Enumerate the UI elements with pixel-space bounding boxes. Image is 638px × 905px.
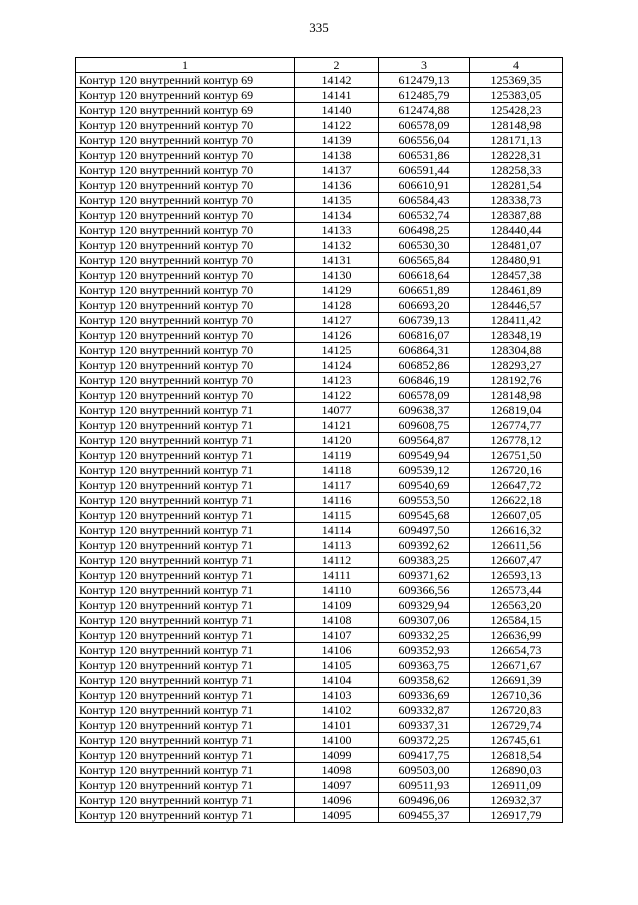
coord-y-cell: 128411,42: [470, 313, 563, 328]
coord-x-cell: 609332,87: [379, 703, 470, 718]
contour-name-cell: Контур 120 внутренний контур 71: [76, 748, 295, 763]
coord-x-cell: 606816,07: [379, 328, 470, 343]
coord-x-cell: 609366,56: [379, 583, 470, 598]
contour-name-cell: Контур 120 внутренний контур 70: [76, 358, 295, 373]
contour-name-cell: Контур 120 внутренний контур 70: [76, 193, 295, 208]
table-body: [76, 73, 563, 823]
table-row: [76, 103, 563, 118]
coord-y-cell: 128148,98: [470, 388, 563, 403]
table-row: [76, 538, 563, 553]
table-row: [76, 643, 563, 658]
header-col-2: 2: [295, 58, 379, 73]
point-number-cell: 14130: [295, 268, 379, 283]
point-number-cell: 14125: [295, 343, 379, 358]
table-row: [76, 448, 563, 463]
table-row: [76, 163, 563, 178]
table-row: [76, 508, 563, 523]
contour-name-cell: Контур 120 внутренний контур 70: [76, 343, 295, 358]
contour-name-cell: Контур 120 внутренний контур 69: [76, 103, 295, 118]
table-row: [76, 268, 563, 283]
table-row: [76, 658, 563, 673]
coord-x-cell: 609332,25: [379, 628, 470, 643]
point-number-cell: 14110: [295, 583, 379, 598]
coord-x-cell: 606852,86: [379, 358, 470, 373]
table-row: [76, 703, 563, 718]
coord-y-cell: 126563,20: [470, 598, 563, 613]
coord-x-cell: 609497,50: [379, 523, 470, 538]
table-row: [76, 748, 563, 763]
coord-x-cell: 609503,00: [379, 763, 470, 778]
point-number-cell: 14131: [295, 253, 379, 268]
point-number-cell: 14119: [295, 448, 379, 463]
contour-name-cell: Контур 120 внутренний контур 70: [76, 238, 295, 253]
point-number-cell: 14118: [295, 463, 379, 478]
coord-x-cell: 606531,86: [379, 148, 470, 163]
coord-x-cell: 609371,62: [379, 568, 470, 583]
point-number-cell: 14123: [295, 373, 379, 388]
coord-x-cell: 612474,88: [379, 103, 470, 118]
coord-x-cell: 609337,31: [379, 718, 470, 733]
coord-y-cell: 126710,36: [470, 688, 563, 703]
contour-name-cell: Контур 120 внутренний контур 70: [76, 253, 295, 268]
header-row: [76, 58, 563, 73]
coord-y-cell: 126647,72: [470, 478, 563, 493]
point-number-cell: 14107: [295, 628, 379, 643]
contour-name-cell: Контур 120 внутренний контур 70: [76, 388, 295, 403]
point-number-cell: 14140: [295, 103, 379, 118]
coord-y-cell: 128480,91: [470, 253, 563, 268]
point-number-cell: 14124: [295, 358, 379, 373]
point-number-cell: 14115: [295, 508, 379, 523]
table-row: [76, 133, 563, 148]
point-number-cell: 14122: [295, 118, 379, 133]
point-number-cell: 14129: [295, 283, 379, 298]
contour-name-cell: Контур 120 внутренний контур 70: [76, 163, 295, 178]
contour-name-cell: Контур 120 внутренний контур 70: [76, 373, 295, 388]
contour-name-cell: Контур 120 внутренний контур 71: [76, 523, 295, 538]
contour-name-cell: Контур 120 внутренний контур 71: [76, 418, 295, 433]
table-row: [76, 463, 563, 478]
coord-y-cell: 128481,07: [470, 238, 563, 253]
point-number-cell: 14101: [295, 718, 379, 733]
point-number-cell: 14096: [295, 793, 379, 808]
coord-y-cell: 128171,13: [470, 133, 563, 148]
point-number-cell: 14113: [295, 538, 379, 553]
contour-name-cell: Контур 120 внутренний контур 69: [76, 73, 295, 88]
coord-x-cell: 609417,75: [379, 748, 470, 763]
contour-name-cell: Контур 120 внутренний контур 71: [76, 553, 295, 568]
coord-x-cell: 606864,31: [379, 343, 470, 358]
table-row: [76, 433, 563, 448]
point-number-cell: 14116: [295, 493, 379, 508]
point-number-cell: 14095: [295, 808, 379, 823]
coord-x-cell: 609307,06: [379, 613, 470, 628]
table-row: [76, 403, 563, 418]
coord-x-cell: 606846,19: [379, 373, 470, 388]
coord-x-cell: 606532,74: [379, 208, 470, 223]
contour-name-cell: Контур 120 внутренний контур 70: [76, 298, 295, 313]
contour-name-cell: Контур 120 внутренний контур 70: [76, 133, 295, 148]
coord-y-cell: 126607,47: [470, 553, 563, 568]
coord-y-cell: 126720,16: [470, 463, 563, 478]
point-number-cell: 14098: [295, 763, 379, 778]
point-number-cell: 14105: [295, 658, 379, 673]
coord-y-cell: 128387,88: [470, 208, 563, 223]
point-number-cell: 14127: [295, 313, 379, 328]
contour-name-cell: Контур 120 внутренний контур 69: [76, 88, 295, 103]
point-number-cell: 14133: [295, 223, 379, 238]
point-number-cell: 14100: [295, 733, 379, 748]
coord-x-cell: 606578,09: [379, 118, 470, 133]
coord-y-cell: 126654,73: [470, 643, 563, 658]
coord-y-cell: 126593,13: [470, 568, 563, 583]
table-row: [76, 388, 563, 403]
contour-name-cell: Контур 120 внутренний контур 71: [76, 718, 295, 733]
coord-y-cell: 125428,23: [470, 103, 563, 118]
coord-x-cell: 609608,75: [379, 418, 470, 433]
coord-x-cell: 609329,94: [379, 598, 470, 613]
point-number-cell: 14126: [295, 328, 379, 343]
table-row: [76, 418, 563, 433]
coord-x-cell: 609363,75: [379, 658, 470, 673]
contour-name-cell: Контур 120 внутренний контур 70: [76, 283, 295, 298]
table-row: [76, 328, 563, 343]
table-row: [76, 793, 563, 808]
header-col-3: 3: [379, 58, 470, 73]
table-row: [76, 478, 563, 493]
coord-x-cell: 606578,09: [379, 388, 470, 403]
coord-y-cell: 128304,88: [470, 343, 563, 358]
coord-y-cell: 126819,04: [470, 403, 563, 418]
point-number-cell: 14108: [295, 613, 379, 628]
contour-name-cell: Контур 120 внутренний контур 70: [76, 118, 295, 133]
point-number-cell: 14109: [295, 598, 379, 613]
coord-y-cell: 126774,77: [470, 418, 563, 433]
table-row: [76, 373, 563, 388]
table-row: [76, 148, 563, 163]
table-row: [76, 733, 563, 748]
table-row: [76, 688, 563, 703]
table-row: [76, 718, 563, 733]
table-row: [76, 343, 563, 358]
coordinates-table: [75, 57, 563, 823]
coord-x-cell: 606651,89: [379, 283, 470, 298]
point-number-cell: 14097: [295, 778, 379, 793]
contour-name-cell: Контур 120 внутренний контур 71: [76, 568, 295, 583]
coord-y-cell: 128348,19: [470, 328, 563, 343]
coord-y-cell: 126818,54: [470, 748, 563, 763]
table-row: [76, 808, 563, 823]
coord-x-cell: 609539,12: [379, 463, 470, 478]
point-number-cell: 14106: [295, 643, 379, 658]
point-number-cell: 14112: [295, 553, 379, 568]
point-number-cell: 14099: [295, 748, 379, 763]
point-number-cell: 14077: [295, 403, 379, 418]
point-number-cell: 14134: [295, 208, 379, 223]
coord-x-cell: 612479,13: [379, 73, 470, 88]
table-row: [76, 208, 563, 223]
point-number-cell: 14114: [295, 523, 379, 538]
contour-name-cell: Контур 120 внутренний контур 70: [76, 313, 295, 328]
table-row: [76, 118, 563, 133]
coord-y-cell: 125369,35: [470, 73, 563, 88]
contour-name-cell: Контур 120 внутренний контур 71: [76, 508, 295, 523]
contour-name-cell: Контур 120 внутренний контур 70: [76, 268, 295, 283]
coord-y-cell: 126584,15: [470, 613, 563, 628]
coord-y-cell: 126729,74: [470, 718, 563, 733]
coord-y-cell: 126636,99: [470, 628, 563, 643]
coord-x-cell: 609638,37: [379, 403, 470, 418]
table-row: [76, 628, 563, 643]
point-number-cell: 14135: [295, 193, 379, 208]
coord-y-cell: 128457,38: [470, 268, 563, 283]
contour-name-cell: Контур 120 внутренний контур 71: [76, 433, 295, 448]
table-row: [76, 283, 563, 298]
table-row: [76, 223, 563, 238]
point-number-cell: 14111: [295, 568, 379, 583]
coord-x-cell: 609392,62: [379, 538, 470, 553]
table-row: [76, 73, 563, 88]
table-row: [76, 178, 563, 193]
table-row: [76, 583, 563, 598]
header-col-1: 1: [76, 58, 295, 73]
contour-name-cell: Контур 120 внутренний контур 71: [76, 778, 295, 793]
point-number-cell: 14141: [295, 88, 379, 103]
contour-name-cell: Контур 120 внутренний контур 70: [76, 328, 295, 343]
coord-y-cell: 128338,73: [470, 193, 563, 208]
coord-y-cell: 126911,09: [470, 778, 563, 793]
point-number-cell: 14142: [295, 73, 379, 88]
coord-x-cell: 606565,84: [379, 253, 470, 268]
coord-y-cell: 126917,79: [470, 808, 563, 823]
coord-y-cell: 128258,33: [470, 163, 563, 178]
point-number-cell: 14122: [295, 388, 379, 403]
coord-y-cell: 128148,98: [470, 118, 563, 133]
contour-name-cell: Контур 120 внутренний контур 71: [76, 403, 295, 418]
table-row: [76, 598, 563, 613]
coord-y-cell: 128440,44: [470, 223, 563, 238]
coord-x-cell: 609336,69: [379, 688, 470, 703]
coord-y-cell: 128293,27: [470, 358, 563, 373]
coord-y-cell: 126622,18: [470, 493, 563, 508]
table-row: [76, 313, 563, 328]
table-row: [76, 88, 563, 103]
contour-name-cell: Контур 120 внутренний контур 70: [76, 223, 295, 238]
coord-y-cell: 126616,32: [470, 523, 563, 538]
coord-x-cell: 612485,79: [379, 88, 470, 103]
table-header: [76, 58, 563, 73]
contour-name-cell: Контур 120 внутренний контур 71: [76, 598, 295, 613]
point-number-cell: 14128: [295, 298, 379, 313]
coord-x-cell: 609549,94: [379, 448, 470, 463]
point-number-cell: 14138: [295, 148, 379, 163]
coord-y-cell: 126720,83: [470, 703, 563, 718]
contour-name-cell: Контур 120 внутренний контур 71: [76, 493, 295, 508]
contour-name-cell: Контур 120 внутренний контур 71: [76, 583, 295, 598]
coord-x-cell: 609358,62: [379, 673, 470, 688]
table-row: [76, 493, 563, 508]
coord-y-cell: 126751,50: [470, 448, 563, 463]
coord-y-cell: 126691,39: [470, 673, 563, 688]
contour-name-cell: Контур 120 внутренний контур 70: [76, 208, 295, 223]
contour-name-cell: Контур 120 внутренний контур 71: [76, 613, 295, 628]
coord-x-cell: 609511,93: [379, 778, 470, 793]
coord-y-cell: 128228,31: [470, 148, 563, 163]
point-number-cell: 14117: [295, 478, 379, 493]
point-number-cell: 14120: [295, 433, 379, 448]
table-row: [76, 238, 563, 253]
coord-x-cell: 609455,37: [379, 808, 470, 823]
coord-x-cell: 609372,25: [379, 733, 470, 748]
contour-name-cell: Контур 120 внутренний контур 71: [76, 793, 295, 808]
coord-y-cell: 126890,03: [470, 763, 563, 778]
coord-y-cell: 126607,05: [470, 508, 563, 523]
coord-x-cell: 606498,25: [379, 223, 470, 238]
coord-y-cell: 126932,37: [470, 793, 563, 808]
contour-name-cell: Контур 120 внутренний контур 71: [76, 688, 295, 703]
contour-name-cell: Контур 120 внутренний контур 71: [76, 703, 295, 718]
contour-name-cell: Контур 120 внутренний контур 71: [76, 478, 295, 493]
contour-name-cell: Контур 120 внутренний контур 70: [76, 178, 295, 193]
table-row: [76, 778, 563, 793]
coord-x-cell: 609545,68: [379, 508, 470, 523]
coord-x-cell: 609352,93: [379, 643, 470, 658]
contour-name-cell: Контур 120 внутренний контур 71: [76, 628, 295, 643]
coord-x-cell: 609553,50: [379, 493, 470, 508]
coord-y-cell: 126573,44: [470, 583, 563, 598]
coord-x-cell: 609540,69: [379, 478, 470, 493]
coord-y-cell: 128461,89: [470, 283, 563, 298]
contour-name-cell: Контур 120 внутренний контур 71: [76, 733, 295, 748]
point-number-cell: 14132: [295, 238, 379, 253]
coord-x-cell: 609383,25: [379, 553, 470, 568]
coord-x-cell: 606739,13: [379, 313, 470, 328]
contour-name-cell: Контур 120 внутренний контур 71: [76, 658, 295, 673]
point-number-cell: 14103: [295, 688, 379, 703]
coord-y-cell: 125383,05: [470, 88, 563, 103]
coord-x-cell: 606693,20: [379, 298, 470, 313]
coord-x-cell: 609496,06: [379, 793, 470, 808]
contour-name-cell: Контур 120 внутренний контур 71: [76, 463, 295, 478]
table-row: [76, 253, 563, 268]
table-row: [76, 523, 563, 538]
point-number-cell: 14104: [295, 673, 379, 688]
point-number-cell: 14102: [295, 703, 379, 718]
header-col-4: 4: [470, 58, 563, 73]
coord-y-cell: 126611,56: [470, 538, 563, 553]
table-row: [76, 673, 563, 688]
point-number-cell: 14137: [295, 163, 379, 178]
contour-name-cell: Контур 120 внутренний контур 71: [76, 538, 295, 553]
point-number-cell: 14136: [295, 178, 379, 193]
coord-x-cell: 606556,04: [379, 133, 470, 148]
point-number-cell: 14121: [295, 418, 379, 433]
coord-y-cell: 126671,67: [470, 658, 563, 673]
table-row: [76, 193, 563, 208]
coord-x-cell: 609564,87: [379, 433, 470, 448]
table-row: [76, 553, 563, 568]
contour-name-cell: Контур 120 внутренний контур 71: [76, 808, 295, 823]
coord-x-cell: 606530,30: [379, 238, 470, 253]
coord-x-cell: 606584,43: [379, 193, 470, 208]
coord-x-cell: 606610,91: [379, 178, 470, 193]
point-number-cell: 14139: [295, 133, 379, 148]
table-row: [76, 763, 563, 778]
table-row: [76, 298, 563, 313]
contour-name-cell: Контур 120 внутренний контур 71: [76, 643, 295, 658]
contour-name-cell: Контур 120 внутренний контур 71: [76, 448, 295, 463]
coord-x-cell: 606591,44: [379, 163, 470, 178]
table-row: [76, 613, 563, 628]
coord-y-cell: 126778,12: [470, 433, 563, 448]
coord-x-cell: 606618,64: [379, 268, 470, 283]
table-row: [76, 568, 563, 583]
contour-name-cell: Контур 120 внутренний контур 71: [76, 763, 295, 778]
coord-y-cell: 126745,61: [470, 733, 563, 748]
coord-y-cell: 128446,57: [470, 298, 563, 313]
contour-name-cell: Контур 120 внутренний контур 71: [76, 673, 295, 688]
coord-y-cell: 128192,76: [470, 373, 563, 388]
contour-name-cell: Контур 120 внутренний контур 70: [76, 148, 295, 163]
coord-y-cell: 128281,54: [470, 178, 563, 193]
page-number: 335: [309, 20, 329, 35]
table-row: [76, 358, 563, 373]
